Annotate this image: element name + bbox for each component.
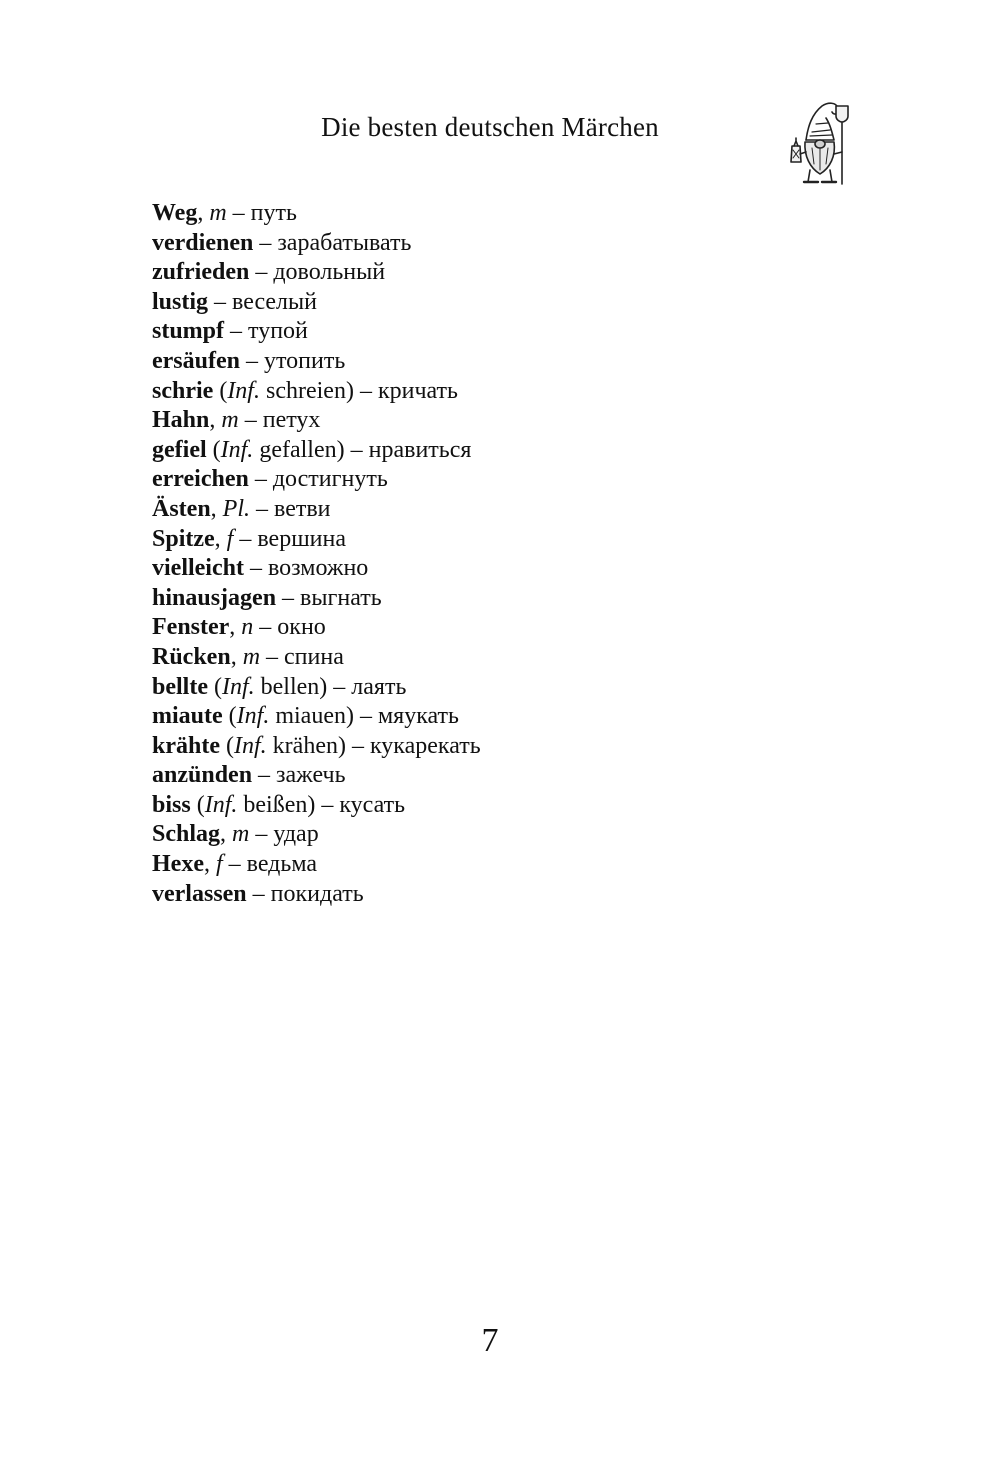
dash: –	[230, 318, 243, 345]
glossary-term: Ästen	[152, 495, 211, 522]
glossary-term: Hexe	[152, 851, 204, 878]
glossary-translation: достигнуть	[272, 466, 388, 493]
glossary-translation: нравиться	[368, 436, 472, 463]
glossary-term: Schlag	[152, 821, 221, 848]
dash: –	[256, 495, 268, 522]
gnome-icon	[778, 96, 862, 188]
dash: –	[228, 851, 241, 878]
dash: –	[258, 762, 271, 789]
glossary-term: zufrieden	[152, 259, 250, 286]
glossary-entry	[152, 554, 481, 584]
glossary-term: schrie	[152, 377, 214, 404]
dash: –	[359, 377, 372, 404]
glossary-entry: Weg, m – путь	[152, 200, 297, 226]
grammar-note: m	[242, 643, 261, 670]
dash: –	[282, 584, 295, 611]
grammar-note: m	[232, 821, 250, 848]
infinitive-label: Inf.	[234, 732, 267, 759]
grammar-note: f	[226, 525, 234, 552]
glossary-translation: кричать	[377, 377, 458, 404]
dash: –	[254, 466, 267, 493]
glossary-entry: Schlag, m – удар	[152, 821, 319, 848]
glossary-translation: окно	[277, 614, 326, 641]
dash: –	[255, 259, 268, 286]
glossary-entry: miaute (Inf. miauen) – мяукать	[152, 703, 459, 730]
glossary-entry	[152, 347, 481, 377]
dash: –	[351, 732, 364, 759]
glossary-entry: gefiel (Inf. gefallen) – нравиться	[152, 436, 472, 463]
glossary-translation: кусать	[339, 791, 406, 818]
infinitive-form: gefallen	[259, 436, 337, 463]
dash: –	[321, 791, 334, 818]
glossary-entry: Ästen, Pl. – ветви	[152, 495, 331, 522]
glossary-translation: покидать	[270, 880, 364, 907]
glossary-translation: довольный	[273, 259, 386, 286]
glossary-entry	[152, 465, 481, 495]
glossary-translation: возможно	[267, 555, 369, 582]
glossary-translation: петух	[262, 407, 321, 434]
glossary-entry	[152, 880, 481, 910]
glossary-translation: зажечь	[276, 762, 346, 789]
glossary-entry: bellte (Inf. bellen) – лаять	[152, 673, 407, 700]
glossary-term: biss	[152, 791, 191, 818]
glossary-translation: путь	[250, 200, 297, 226]
glossary-translation: веселый	[232, 288, 317, 315]
grammar-note: Pl.	[222, 495, 250, 522]
dash: –	[244, 407, 257, 434]
dash: –	[333, 673, 346, 700]
dash: –	[255, 821, 268, 848]
dash: –	[214, 288, 227, 315]
glossary-entry	[152, 584, 481, 614]
glossary-translation: вершина	[257, 525, 347, 552]
glossary-translation: удар	[273, 821, 319, 848]
glossary-translation: ведьма	[246, 851, 318, 878]
glossary-term: erreichen	[152, 466, 249, 493]
glossary-term: Spitze	[152, 525, 215, 552]
glossary-term: Weg	[152, 200, 198, 226]
infinitive-label: Inf.	[221, 673, 255, 700]
infinitive-label: Inf.	[227, 377, 260, 404]
glossary-term: Hahn	[152, 407, 210, 434]
glossary-translation: мяукать	[377, 703, 459, 730]
glossary-list	[152, 199, 481, 909]
dash: –	[350, 436, 363, 463]
glossary-term: ersäufen	[152, 347, 240, 374]
page-number: 7	[481, 1322, 499, 1359]
running-header: Die besten deutschen Märchen	[321, 112, 659, 142]
glossary-entry: Hexe, f – ведьма	[152, 851, 318, 878]
glossary-entry	[152, 288, 481, 318]
glossary-term: bellte	[152, 673, 208, 700]
glossary-term: verdienen	[152, 229, 254, 256]
glossary-entry	[152, 317, 481, 347]
glossary-entry	[152, 258, 481, 288]
glossary-term: Fenster	[152, 614, 230, 641]
dash: –	[266, 643, 279, 670]
glossary-entry	[152, 761, 481, 791]
glossary-term: miaute	[152, 703, 223, 730]
infinitive-form: krähen	[272, 732, 338, 759]
dash: –	[245, 347, 258, 374]
glossary-term: anzünden	[152, 762, 253, 789]
glossary-translation: лаять	[351, 673, 407, 700]
glossary-term: gefiel	[152, 436, 207, 463]
infinitive-label: Inf.	[204, 791, 238, 818]
glossary-entry: Spitze, f – вершина	[152, 525, 347, 552]
glossary-translation: спина	[284, 643, 344, 670]
infinitive-form: miauen	[275, 703, 346, 730]
glossary-translation: ветви	[274, 495, 331, 522]
glossary-term: lustig	[152, 288, 209, 315]
dash: –	[259, 229, 272, 256]
grammar-note: n	[241, 614, 254, 641]
glossary-term: Rücken	[152, 643, 231, 670]
infinitive-label: Inf.	[236, 703, 270, 730]
infinitive-label: Inf.	[220, 436, 254, 463]
glossary-term: verlassen	[152, 880, 247, 907]
glossary-entry: Fenster, n – окно	[152, 614, 326, 641]
dash: –	[239, 525, 252, 552]
infinitive-form: schreien	[265, 377, 346, 404]
glossary-translation: выгнать	[300, 584, 382, 611]
glossary-term: krähte	[152, 732, 220, 759]
glossary-translation: кукарекать	[369, 732, 481, 759]
glossary-entry: Rücken, m – спина	[152, 643, 344, 670]
glossary-entry: Hahn, m – петух	[152, 407, 321, 434]
dash: –	[252, 880, 265, 907]
glossary-term: stumpf	[152, 318, 225, 345]
glossary-term: hinausjagen	[152, 584, 277, 611]
infinitive-form: bellen	[260, 673, 320, 700]
dash: –	[249, 555, 262, 582]
grammar-note: m	[221, 407, 239, 434]
glossary-translation: утопить	[263, 347, 346, 374]
glossary-entry: biss (Inf. beißen) – кусать	[152, 791, 406, 818]
infinitive-form: beißen	[243, 791, 308, 818]
grammar-note: f	[215, 851, 223, 878]
dash: –	[259, 614, 272, 641]
glossary-translation: зарабатывать	[277, 229, 412, 256]
glossary-entry	[152, 229, 481, 259]
dash: –	[232, 200, 245, 226]
glossary-translation: тупой	[248, 318, 308, 345]
glossary-entry: schrie (Inf. schreien) – кричать	[152, 377, 458, 404]
grammar-note: m	[209, 200, 227, 226]
glossary-entry: krähte (Inf. krähen) – кукарекать	[152, 732, 481, 759]
dash: –	[359, 703, 372, 730]
glossary-term: vielleicht	[152, 555, 244, 582]
